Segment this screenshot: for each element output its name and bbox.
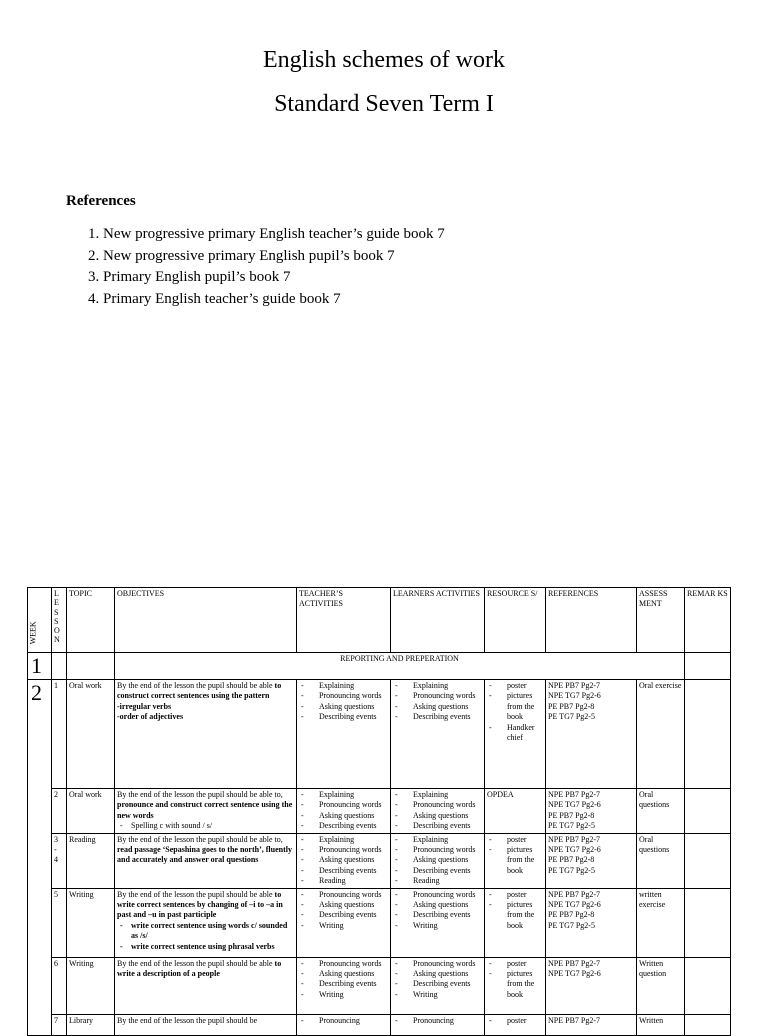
header-week: WEEK (28, 588, 52, 653)
assessment-cell: Written question (637, 957, 685, 1014)
document-subtitle: Standard Seven Term I (274, 91, 494, 117)
teachers-activities-cell: - Pronouncing words - Asking questions - Describing events - Writing (297, 957, 391, 1014)
teachers-activities-cell: - Pronouncing words - Asking questions - Describing events - Writing (297, 888, 391, 957)
header-teachers-activities: TEACHER’S ACTIVITIES (297, 588, 391, 653)
lesson-number: 5 (52, 888, 67, 957)
teachers-activities-cell: - Explaining - Pronouncing words - Asking questions - Describing events (297, 789, 391, 834)
header-assessment: ASSESS MENT (637, 588, 685, 653)
reference-item: 4. Primary English teacher’s guide book 7 (88, 290, 341, 307)
reference-item: 3. Primary English pupil’s book 7 (88, 269, 291, 285)
assessment-cell: Written (637, 1014, 685, 1035)
resources-cell: - poster - pictures from the book - Handker chief (485, 680, 546, 789)
objectives-cell: By the end of the lesson the pupil should be able to, pronounce and construct correct sentence using the new words - Spelling c with sound / s/ (115, 789, 297, 834)
lesson-number: 6 (52, 957, 67, 1014)
remarks-cell (685, 888, 731, 957)
topic-cell: Oral work (67, 789, 115, 834)
teachers-activities-cell: - Explaining - Pronouncing words - Asking questions - Describing events - Reading (297, 833, 391, 888)
resources-cell: - poster - pictures from the book (485, 957, 546, 1014)
objectives-cell: By the end of the lesson the pupil should be able to construct correct sentences using the pattern -irregular verbs -order of adjectives (115, 680, 297, 789)
lesson-number: 3 - 4 (52, 833, 67, 888)
header-objectives: OBJECTIVES (115, 588, 297, 653)
table-row (28, 888, 731, 957)
references-list (88, 224, 445, 310)
teachers-activities-cell: - Pronouncing (297, 1014, 391, 1035)
remarks-cell (685, 653, 731, 680)
topic-cell: Oral work (67, 680, 115, 789)
objectives-cell: By the end of the lesson the pupil should be able to, read passage ‘Sepashina goes to the north’, fluently and accurately and answer oral questions (115, 833, 297, 888)
references-cell: NPE PB7 Pg2-7 NPE TG7 Pg2-6 PE PB7 Pg2-8 PE TG7 Pg2-5 (546, 833, 637, 888)
document-title: English schemes of work (263, 47, 505, 73)
header-references: REFERENCES (546, 588, 637, 653)
header-resources: RESOURCE S/ (485, 588, 546, 653)
learners-activities-cell: - Explaining - Pronouncing words - Asking questions - Describing events (391, 789, 485, 834)
learners-activities-cell: - Pronouncing (391, 1014, 485, 1035)
table-row (28, 680, 731, 789)
lesson-cell (52, 653, 67, 680)
assessment-cell: Oral exercise (637, 680, 685, 789)
assessment-cell: Oral questions (637, 789, 685, 834)
table-row (28, 789, 731, 834)
lesson-number: 2 (52, 789, 67, 834)
table-row (28, 957, 731, 1014)
table-row (28, 1014, 731, 1035)
table-row (28, 833, 731, 888)
teachers-activities-cell: - Explaining - Pronouncing words - Asking questions - Describing events (297, 680, 391, 789)
topic-cell: Reading (67, 833, 115, 888)
lesson-number: 7 (52, 1014, 67, 1035)
references-cell: NPE PB7 Pg2-7 NPE TG7 Pg2-6 PE PB7 Pg2-8 PE TG7 Pg2-5 (546, 680, 637, 789)
assessment-cell: Oral questions (637, 833, 685, 888)
references-heading: References (66, 193, 136, 209)
remarks-cell (685, 833, 731, 888)
remarks-cell (685, 1014, 731, 1035)
objectives-cell: By the end of the lesson the pupil should be able to write correct sentences by changing of –i to –a in past and –u in past participle - write correct sentence using words c/ sounded as /s/ - write correct sentence using phrasal verbs (115, 888, 297, 957)
references-cell: NPE PB7 Pg2-7 NPE TG7 Pg2-6 PE PB7 Pg2-8 PE TG7 Pg2-5 (546, 789, 637, 834)
resources-cell: - poster (485, 1014, 546, 1035)
table-header-row (28, 588, 731, 653)
references-cell: NPE PB7 Pg2-7 NPE TG7 Pg2-6 (546, 957, 637, 1014)
learners-activities-cell: - Explaining - Pronouncing words - Asking questions - Describing events - Reading (391, 833, 485, 888)
table-row-week-1 (28, 653, 731, 680)
header-learners-activities: LEARNERS ACTIVITIES (391, 588, 485, 653)
lesson-number: 1 (52, 680, 67, 789)
reporting-note: REPORTING AND PREPERATION (115, 653, 685, 680)
references-cell: NPE PB7 Pg2-7 NPE TG7 Pg2-6 PE PB7 Pg2-8 PE TG7 Pg2-5 (546, 888, 637, 957)
assessment-cell: written exercise (637, 888, 685, 957)
learners-activities-cell: - Pronouncing words - Asking questions - Describing events - Writing (391, 888, 485, 957)
topic-cell: Library (67, 1014, 115, 1035)
schemes-of-work-table (27, 587, 731, 1036)
resources-cell: - poster - pictures from the book (485, 833, 546, 888)
objectives-cell: By the end of the lesson the pupil should be able to write a description of a people (115, 957, 297, 1014)
remarks-cell (685, 957, 731, 1014)
resources-cell: - poster - pictures from the book (485, 888, 546, 957)
reference-item: 2. New progressive primary English pupil’s book 7 (88, 247, 395, 264)
topic-cell: Writing (67, 957, 115, 1014)
week-number: 1 (28, 653, 52, 680)
header-lesson: L E S S O N (52, 588, 67, 653)
learners-activities-cell: - Pronouncing words - Asking questions - Describing events - Writing (391, 957, 485, 1014)
resources-cell: OPDEA (485, 789, 546, 834)
reference-item: 1. New progressive primary English teacher’s guide book 7 (88, 226, 445, 242)
topic-cell (67, 653, 115, 680)
week-number: 2 (28, 680, 52, 1036)
remarks-cell (685, 789, 731, 834)
header-remarks: REMAR KS (685, 588, 731, 653)
learners-activities-cell: - Explaining - Pronouncing words - Asking questions - Describing events (391, 680, 485, 789)
references-cell: NPE PB7 Pg2-7 (546, 1014, 637, 1035)
topic-cell: Writing (67, 888, 115, 957)
objectives-cell: By the end of the lesson the pupil should be (115, 1014, 297, 1035)
header-topic: TOPIC (67, 588, 115, 653)
remarks-cell (685, 680, 731, 789)
